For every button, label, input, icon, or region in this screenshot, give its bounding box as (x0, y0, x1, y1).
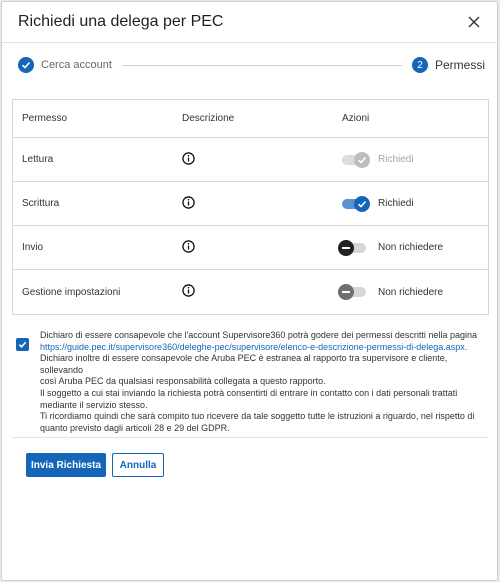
check-icon (18, 340, 27, 349)
toggle-label: Richiedi (378, 154, 414, 165)
table-row (13, 182, 488, 226)
minus-icon (342, 247, 350, 249)
permission-name: Lettura (22, 154, 54, 165)
cancel-button[interactable]: Annulla (112, 453, 164, 477)
table-row (13, 270, 488, 314)
toggle-label: Richiedi (378, 198, 414, 209)
consent-text (40, 330, 486, 434)
stepper (18, 54, 485, 76)
info-button[interactable] (182, 284, 195, 300)
toggle-label: Non richiedere (378, 242, 444, 253)
step-label: Cerca account (41, 59, 112, 71)
table-row (13, 138, 488, 182)
permissions-guide-link[interactable]: https://guide.pec.it/supervisore360/deleghe-pec/supervisore/elenco-e-descrizione-permessi-di-delega.aspx. (40, 341, 468, 352)
toggle-knob (338, 284, 354, 300)
close-button[interactable] (465, 13, 483, 31)
action-cell (342, 287, 443, 298)
table-row (13, 226, 488, 270)
step-number-badge: 2 (412, 57, 428, 73)
consent-checkbox[interactable] (16, 338, 29, 351)
permission-name: Scrittura (22, 198, 60, 209)
toggle-knob (338, 240, 354, 256)
info-button[interactable] (182, 152, 195, 168)
permission-name: Invio (22, 242, 44, 253)
toggle-knob (354, 196, 370, 212)
step-connector (122, 65, 402, 66)
info-icon[interactable] (182, 284, 195, 297)
dialog-actions (26, 453, 164, 477)
action-cell (342, 242, 443, 253)
toggle-label: Non richiedere (378, 286, 444, 298)
info-icon[interactable] (182, 152, 195, 165)
consent-section (16, 330, 486, 434)
delegation-dialog (1, 1, 498, 581)
dialog-title: Richiedi una delega per PEC (18, 13, 224, 30)
consent-line: quanto previsto dagli articoli 28 e 29 del GDPR. (40, 422, 230, 433)
consent-line: Dichiaro inoltre di essere consapevole che Aruba PEC è estranea al rapporto tra supervisore e cliente, sollevando (40, 353, 448, 375)
permission-toggle[interactable] (342, 287, 366, 297)
permission-toggle[interactable] (342, 243, 366, 253)
step-label: Permessi (434, 58, 485, 72)
consent-line: Ti ricordiamo quindi che sarà compito tuo ricevere da tale soggetto tutte le istruzioni a riguardo, nel rispetto di (40, 411, 475, 422)
info-icon[interactable] (182, 240, 195, 253)
dialog-header (2, 2, 497, 43)
check-icon (357, 199, 367, 209)
consent-line: Dichiaro di essere consapevole che l'account Supervisore360 potrà godere dei permessi descritti nella pagina (40, 330, 477, 340)
permission-toggle (342, 155, 366, 165)
action-cell (342, 198, 414, 209)
check-icon (357, 155, 367, 165)
permission-name: Gestione impostazioni (22, 286, 121, 298)
check-icon (21, 60, 31, 70)
close-icon[interactable] (468, 16, 480, 28)
column-header-permission: Permesso (22, 113, 68, 124)
permissions-table (12, 99, 489, 315)
column-header-description: Descrizione (182, 113, 235, 124)
step-completed-badge (18, 57, 34, 73)
step-search-account[interactable] (18, 57, 112, 73)
permission-toggle[interactable] (342, 199, 366, 209)
info-icon[interactable] (182, 196, 195, 209)
table-header-row (13, 100, 488, 138)
step-permissions[interactable] (412, 57, 485, 73)
minus-icon (342, 291, 350, 293)
info-button[interactable] (182, 196, 195, 212)
toggle-knob (354, 152, 370, 168)
divider (12, 437, 489, 438)
action-cell (342, 154, 414, 165)
consent-line: Il soggetto a cui stai inviando la richiesta potrà consentirti di entrare in contatto con i dati personali trattati (40, 387, 458, 398)
info-button[interactable] (182, 240, 195, 256)
consent-line: così Aruba PEC da qualsiasi responsabilità collegata a questo rapporto. (40, 376, 326, 387)
submit-request-button[interactable]: Invia Richiesta (26, 453, 106, 477)
column-header-actions: Azioni (342, 113, 370, 124)
consent-line: mediante il servizio stesso. (40, 399, 148, 410)
